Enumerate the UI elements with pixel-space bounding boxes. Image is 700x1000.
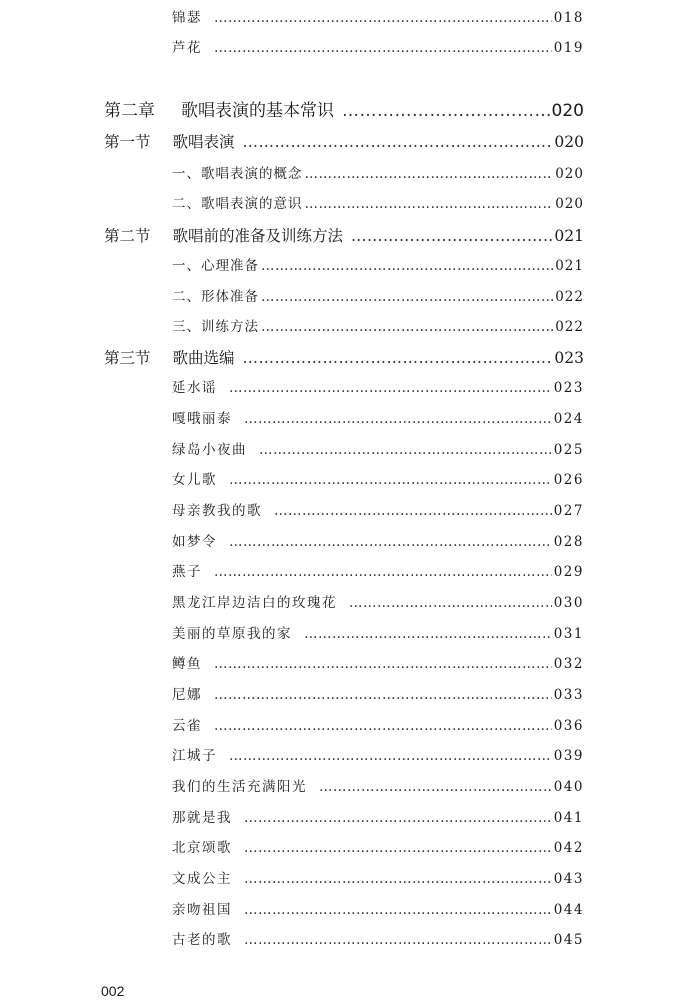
toc-entry[interactable] — [172, 898, 584, 918]
entry-title: 尼娜 — [172, 687, 202, 703]
section-title: 歌曲选编 — [172, 349, 235, 367]
dot-leader — [305, 196, 554, 212]
entry-page: 019 — [553, 40, 584, 56]
toc-entry[interactable] — [172, 714, 584, 734]
toc-entry[interactable] — [172, 806, 584, 826]
section-heading[interactable] — [104, 130, 584, 152]
toc-entry[interactable] — [172, 622, 584, 642]
entry-title: 一、心理准备 — [172, 258, 259, 274]
entry-page: 044 — [553, 902, 584, 918]
entry-page: 022 — [555, 289, 584, 305]
section-label: 第一节 — [104, 133, 151, 151]
entry-page: 039 — [553, 748, 584, 764]
entry-title: 芦花 — [172, 40, 202, 56]
section-page: 020 — [554, 133, 584, 151]
chapter-title: 歌唱表演的基本常识 — [181, 101, 334, 121]
entry-title: 云雀 — [172, 718, 202, 734]
entry-title: 如梦令 — [172, 534, 217, 550]
section-label: 第三节 — [104, 349, 151, 367]
entry-title: 北京颂歌 — [172, 840, 232, 856]
dot-leader — [243, 349, 553, 367]
toc-entry[interactable] — [172, 315, 584, 335]
toc-entry[interactable] — [172, 683, 584, 703]
entry-page: 040 — [553, 779, 584, 795]
dot-leader — [259, 442, 552, 458]
entry-title: 那就是我 — [172, 810, 232, 826]
entry-page: 042 — [553, 840, 584, 856]
entry-page: 021 — [555, 258, 584, 274]
entry-page: 020 — [555, 166, 584, 182]
dot-leader — [229, 380, 552, 396]
entry-page: 025 — [553, 442, 584, 458]
dot-leader — [214, 40, 552, 56]
toc-entry[interactable] — [172, 775, 584, 795]
section-title: 歌唱表演 — [172, 133, 235, 151]
toc-entry[interactable] — [172, 836, 584, 856]
chapter-label: 第二章 — [104, 101, 155, 121]
entry-title: 绿岛小夜曲 — [172, 442, 247, 458]
entry-title: 黑龙江岸边洁白的玫瑰花 — [172, 595, 337, 611]
entry-title: 女儿歌 — [172, 472, 217, 488]
dot-leader — [244, 932, 552, 948]
section-title: 歌唱前的准备及训练方法 — [172, 227, 344, 245]
entry-page: 033 — [553, 687, 584, 703]
toc-entry[interactable] — [172, 285, 584, 305]
dot-leader — [214, 656, 552, 672]
entry-page: 027 — [553, 503, 584, 519]
dot-leader — [229, 748, 552, 764]
toc-entry[interactable] — [172, 36, 584, 56]
dot-leader — [261, 319, 553, 335]
entry-page: 024 — [553, 411, 584, 427]
toc-entry[interactable] — [172, 192, 584, 212]
toc-entry[interactable] — [172, 560, 584, 580]
toc-entry[interactable] — [172, 6, 584, 26]
toc-entry[interactable] — [172, 530, 584, 550]
entry-title: 三、训练方法 — [172, 319, 259, 335]
entry-page: 032 — [553, 656, 584, 672]
dot-leader — [304, 626, 552, 642]
entry-page: 023 — [553, 380, 584, 396]
dot-leader — [351, 227, 552, 245]
chapter-heading[interactable] — [104, 96, 584, 121]
entry-page: 041 — [553, 810, 584, 826]
dot-leader — [214, 564, 552, 580]
page-number: 002 — [101, 983, 125, 999]
dot-leader — [342, 101, 550, 121]
entry-title: 燕子 — [172, 564, 202, 580]
entry-title: 亲吻祖国 — [172, 902, 232, 918]
toc-entry[interactable] — [172, 744, 584, 764]
dot-leader — [244, 871, 552, 887]
toc-entry[interactable] — [172, 499, 584, 519]
section-label: 第二节 — [104, 227, 151, 245]
toc-entry[interactable] — [172, 867, 584, 887]
section-page: 023 — [554, 349, 584, 367]
dot-leader — [244, 840, 552, 856]
entry-page: 022 — [555, 319, 584, 335]
entry-title: 二、歌唱表演的意识 — [172, 196, 303, 212]
dot-leader — [229, 472, 552, 488]
dot-leader — [261, 258, 553, 274]
toc-entry[interactable] — [172, 407, 584, 427]
entry-page: 018 — [553, 10, 584, 26]
toc-entry[interactable] — [172, 254, 584, 274]
chapter-page: 020 — [551, 101, 584, 121]
dot-leader — [229, 534, 552, 550]
entry-page: 043 — [553, 871, 584, 887]
dot-leader — [214, 687, 552, 703]
entry-page: 028 — [553, 534, 584, 550]
toc-entry[interactable] — [172, 652, 584, 672]
dot-leader — [214, 718, 552, 734]
entry-title: 我们的生活充满阳光 — [172, 779, 307, 795]
entry-title: 锦瑟 — [172, 10, 202, 26]
dot-leader — [274, 503, 552, 519]
toc-entry[interactable] — [172, 468, 584, 488]
dot-leader — [244, 902, 552, 918]
toc-entry[interactable] — [172, 928, 584, 948]
entry-title: 母亲教我的歌 — [172, 503, 262, 519]
toc-entry[interactable] — [172, 438, 584, 458]
entry-page: 045 — [553, 932, 584, 948]
dot-leader — [244, 411, 552, 427]
toc-entry[interactable] — [172, 162, 584, 182]
section-heading[interactable] — [104, 346, 584, 368]
entry-title: 美丽的草原我的家 — [172, 626, 292, 642]
entry-page: 031 — [553, 626, 584, 642]
entry-title: 嘎哦丽泰 — [172, 411, 232, 427]
entry-title: 文成公主 — [172, 871, 232, 887]
entry-page: 026 — [553, 472, 584, 488]
toc-entry[interactable] — [172, 376, 584, 396]
entry-title: 二、形体准备 — [172, 289, 259, 305]
toc-entry[interactable] — [172, 591, 584, 611]
entry-page: 029 — [553, 564, 584, 580]
dot-leader — [243, 133, 553, 151]
section-page: 021 — [554, 227, 584, 245]
entry-title: 一、歌唱表演的概念 — [172, 166, 303, 182]
entry-title: 古老的歌 — [172, 932, 232, 948]
entry-page: 020 — [555, 196, 584, 212]
section-heading[interactable] — [104, 224, 584, 246]
entry-title: 鳟鱼 — [172, 656, 202, 672]
dot-leader — [244, 810, 552, 826]
dot-leader — [305, 166, 554, 182]
dot-leader — [349, 595, 552, 611]
dot-leader — [319, 779, 552, 795]
entry-title: 江城子 — [172, 748, 217, 764]
dot-leader — [214, 10, 552, 26]
entry-page: 036 — [553, 718, 584, 734]
entry-title: 延水谣 — [172, 380, 217, 396]
entry-page: 030 — [553, 595, 584, 611]
dot-leader — [261, 289, 553, 305]
